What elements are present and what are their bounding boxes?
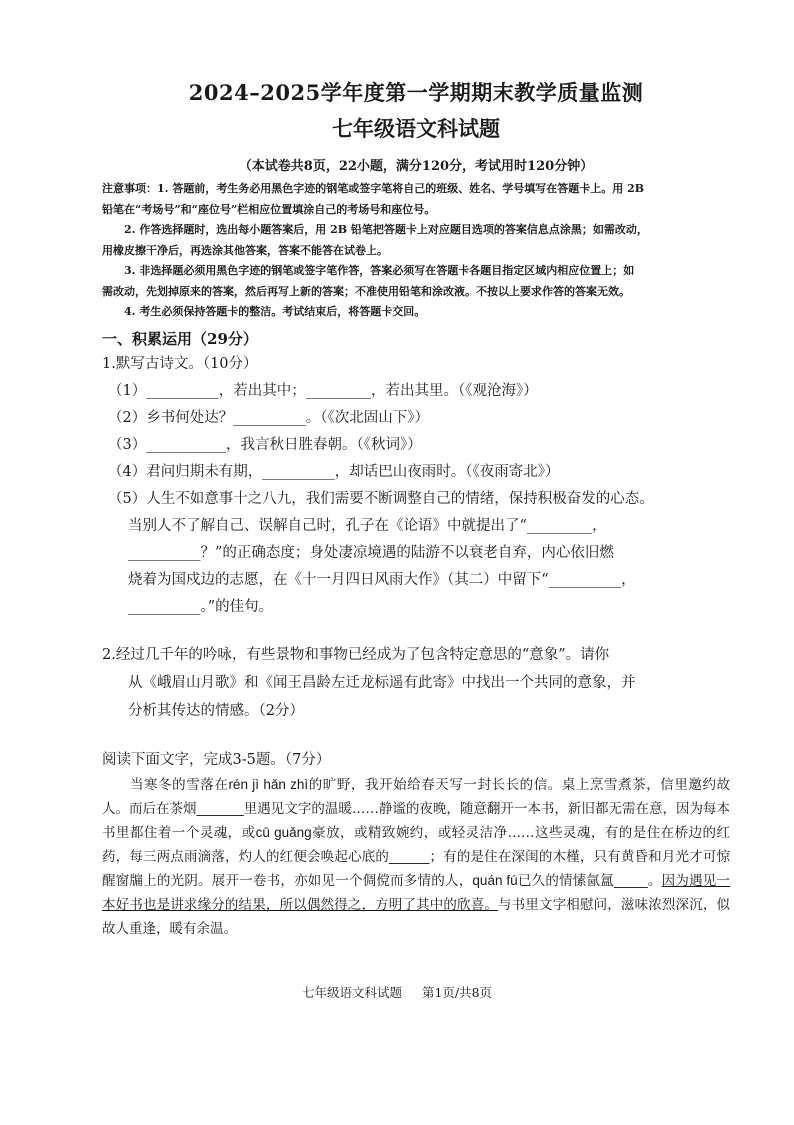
section-heading: 一、积累运用（29分）	[102, 329, 258, 348]
question-1-line-5c: __________？”的正确态度；身处凄凉境遇的陆游不以衰老自弃，内心依旧燃	[128, 544, 614, 561]
pinyin-2: cū guǎng	[255, 824, 312, 840]
exam-subtitle: 七年级语文科试题	[332, 116, 500, 141]
note-2a: 2. 作答选择题时，选出每小题答案后，用 2B 铅笔把答题卡上对应题目选项的答案信息点涂黑；如需改动，	[124, 223, 648, 236]
footer-subject: 七年级语文科试题	[301, 985, 402, 1000]
question-2-line-2: 从《峨眉山月歌》和《闻王昌龄左迁龙标遥有此寄》中找出一个共同的意象，并	[128, 674, 636, 691]
passage-text-6: 与书里文字相慰问，滋味浓烈深沉，似故人重逢，暖有余温。	[102, 896, 731, 937]
question-1-line-2: （2）乡书何处达？__________。（《次北固山下》）	[108, 409, 429, 426]
note-3b: 需改动，先划掉原来的答案，然后再写上新的答案；不准使用铅笔和涂改液。不按以上要求作答的答案无效。	[102, 284, 630, 298]
passage-text-4: 已久的情愫氤氲_____。	[517, 872, 662, 889]
passage-text-2: 的旷野，我开始给春天写一封长长的信。桌上烹雪煮茶，信里邀约故人。而后在茶烟_______里遇见文字的温暖……静谧的夜晚，随意翻开一本书，新旧都无需在意，因为每本书里都住着一个灵魂，或	[102, 776, 731, 841]
passage-text-3: 豪放，或精致婉约，或轻灵洁净……这些灵魂，有的是住在桥边的红药，每三两点雨滴落，灼人的红便会唤起心底的______；有的是住在深闺的木槿，只有黄昏和月光才可惊醒窗牖上的光阴。展开一卷书，亦如见一个倜傥而多情的人，	[102, 824, 731, 889]
question-1	[102, 351, 730, 621]
question-2	[102, 641, 730, 725]
question-1-line-3: （3）___________，我言秋日胜春朝。（《秋词》）	[108, 436, 422, 453]
note-4: 4. 考生必须保持答题卡的整洁。考试结束后，将答题卡交回。	[124, 305, 426, 318]
underlined-sentence: 因为遇见一本好书也是讲求缘分的结果，所以偶然得之，方明了其中的欣喜。	[102, 872, 731, 913]
question-2-line-3: 分析其传达的情感。（2分）	[128, 702, 304, 719]
pinyin-3: quán fú	[472, 872, 518, 888]
page-footer	[0, 983, 794, 1001]
question-1-line-5a: （5）人生不如意事十之八九，我们需要不断调整自己的情绪，保持积极奋发的心态。	[108, 490, 654, 507]
note-1b: 铅笔在“考场号”和“座位号”栏相应位置填涂自己的考场号和座位号。	[102, 202, 436, 216]
reading-heading: 阅读下面文字，完成3-5题。（7分）	[102, 751, 331, 768]
pinyin-1: rén jì hǎn zhì	[228, 776, 309, 792]
note-3a: 3. 非选择题必须用黑色字迹的钢笔或签字笔作答，答案必须写在答题卡各题目指定区域内相应位置上；如	[124, 264, 635, 277]
passage-text-1: 当寒冬的雪落在	[130, 776, 229, 793]
exam-title: 2024–2025学年度第一学期期末教学质量监测	[188, 80, 644, 105]
exam-info: （本试卷共8页，22小题，满分120分，考试用时120分钟）	[238, 159, 594, 174]
exam-notes	[102, 179, 730, 323]
question-1-head: 1.默写古诗文。（10分）	[102, 355, 258, 372]
reading-passage	[102, 773, 730, 941]
question-2-line-1: 2.经过几千年的吟咏，有些景物和事物已经成为了包含特定意思的“意象”。请你	[102, 646, 610, 663]
passage-paragraph	[102, 773, 730, 941]
note-1a: 注意事项：1. 答题前，考生务必用黑色字迹的钢笔或签字笔将自己的班级、姓名、学号填写在答题卡上。用 2B	[102, 182, 645, 195]
question-1-line-1: （1）__________，若出其中；_________，若出其里。（《观沧海》）	[108, 382, 538, 399]
question-1-line-5d: 烧着为国戍边的志愿，在《十一月四日风雨大作》（其二）中留下“__________，	[128, 571, 636, 588]
question-1-line-4: （4）君问归期未有期，__________，却话巴山夜雨时。（《夜雨寄北》）	[108, 463, 560, 480]
note-2b: 用橡皮擦干净后，再选涂其他答案，答案不能答在试卷上。	[102, 243, 388, 257]
footer-page-number: 第1页/共8页	[421, 985, 493, 1000]
question-1-line-5e: __________。”的佳句。	[128, 598, 274, 615]
question-1-line-5b: 当别人不了解自己、误解自己时，孔子在《论语》中就提出了“_________，	[128, 517, 607, 534]
